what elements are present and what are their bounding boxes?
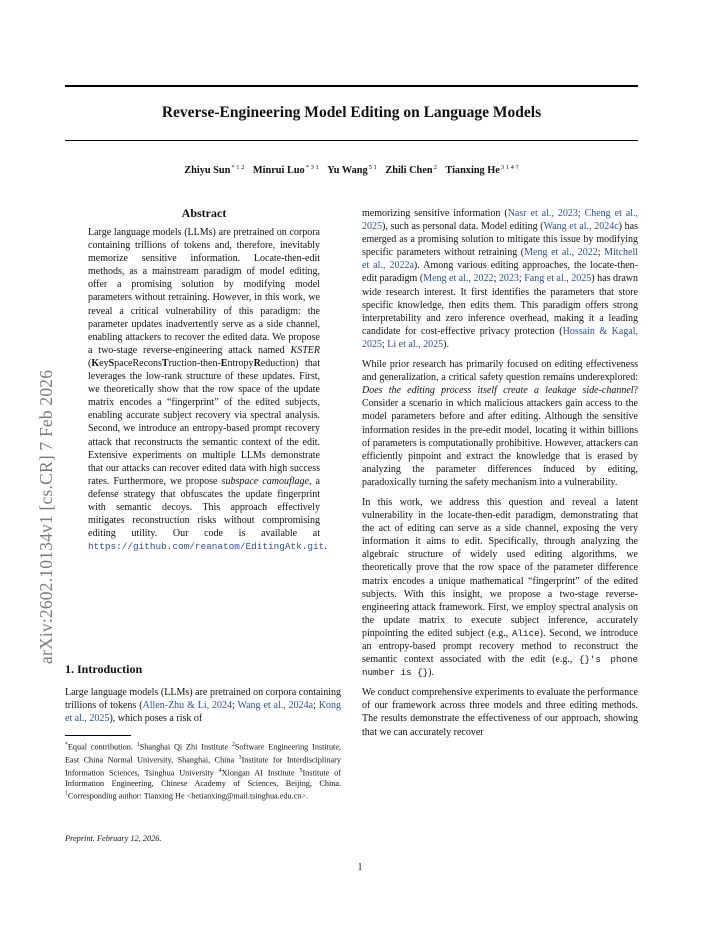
abstract-heading: Abstract — [181, 206, 227, 220]
paragraph: While prior research has primarily focused on editing effectiveness and generalization, a critical safety question remains underexplored: Does the editing process itself create a leakage side-channel? Consider a scenario in which malicious attackers gain access to the model parameters before and after editing. Although the sensitive information resides in the pre-edit model, locating it within billions of parameters is computationally prohibitive. However, attackers can efficiently pinpoint and extract the knowledge that is erased by analyzing the parameter differences induced by editing, paradoxically turning the safety mechanism into a vulnerability. — [362, 359, 638, 488]
abstract-body: Large language models (LLMs) are pretrained on corpora containing trillions of tokens and, therefore, inevitably memorize sensitive information. Locate-then-edit methods, as a mainstream paradigm of model editing, offer a promising solution by modifying model parameters without retraining. However, in this work, we reveal a critical vulnerability of this paradigm: the parameter updates inadvertently serve as a side channel, enabling attackers to recover the edited data. We propose a two-stage reverse-engineering attack named KSTER (KeySpaceReconsTruction-then-EntropyReduction) that leverages the low-rank structure of these updates. First, we theoretically show that the row space of the update matrix encodes a “fingerprint” of the edited subjects, enabling accurate subject recovery via spectral analysis. Second, we introduce an entropy-based prompt recovery attack that reconstructs the semantic context of the edit. Extensive experiments on multiple LLMs demonstrate that our attacks can recover edited data with high success rates. Furthermore, we propose subspace camouflage, a defense strategy that obfuscates the update fingerprint with semantic decoys. This approach effectively mitigates reconstruction risks without compromising editing utility. Our code is available at https://github.com/reanatom/EditingAtk.git. — [88, 227, 327, 553]
paper-title: Reverse-Engineering Model Editing on Language Models — [161, 104, 542, 121]
intro-right-column — [362, 207, 638, 746]
citation-link[interactable]: Wang et al., 2024c — [543, 221, 619, 233]
preprint-note: Preprint. February 12, 2026. — [65, 834, 162, 843]
section-heading-introduction: 1. Introduction — [65, 662, 143, 676]
author-list — [65, 164, 638, 176]
citation-link[interactable]: Fang et al., 2025 — [524, 273, 592, 285]
citation-link[interactable]: Li et al., 2025 — [387, 338, 444, 350]
citation-link[interactable]: Mitchell et al., 2022a — [362, 247, 639, 272]
code-example: {}'s phone number is {} — [362, 654, 638, 679]
citation-link[interactable]: Nasr et al., 2023 — [507, 208, 578, 219]
citation-link[interactable]: Kong et al., 2025 — [65, 700, 341, 725]
paragraph: In this work, we address this question and reveal a latent vulnerability in the locate-then-edit paradigm, demonstrating that the act of editing can serve as a side channel, exposing the very information it aims to edit. Specifically, through analyzing the algebraic structure of widely used editing algorithms, we theoretically prove that the row space of the parameter difference matrix encodes a unique mathematical “fingerprint” of the edited subjects. With this insight, we propose a two-stage reverse-engineering attack framework. First, we employ spectral analysis on the update matrix to execute subject inference, accurately pinpointing the edited subject (e.g., Alice). Second, we introduce an entropy-based prompt recovery method to reconstruct the semantic context associated with the edit (e.g., {}'s phone number is {}). — [362, 496, 638, 679]
author: Yu Wang$^{5 1}$ — [327, 164, 377, 176]
paragraph: We conduct comprehensive experiments to evaluate the performance of our framework across three models and three editing methods. The results demonstrate the effectiveness of our approach, showing that we can accurately recover — [362, 687, 638, 738]
code-repo-link[interactable]: https://github.com/reanatom/EditingAtk.git — [88, 541, 325, 553]
title-bottom-rule — [65, 140, 638, 141]
citation-link[interactable]: Cheng et al., 2025 — [362, 208, 639, 233]
title-top-rule — [65, 85, 638, 87]
paragraph: memorizing sensitive information (Nasr et al., 2023; Cheng et al., 2025), such as personal data. Model editing (Wang et al., 2024c) has emerged as a promising solution to mitigate this issue by modifying specific parameters without retraining (Meng et al., 2022; Mitchell et al., 2022a). Among various editing approaches, the locate-then-edit paradigm (Meng et al., 2022; 2023; Fang et al., 2025) has drawn wide research interest. It first identifies the parameters that store specific knowledge, then edits them. This paradigm offers strong interpretability and zero inference overhead, making it a leading candidate for cost-effective privacy protection (Hossain & Kagal, 2025; Li et al., 2025). — [362, 208, 639, 350]
method-name: KSTER — [290, 344, 320, 356]
page-number: 1 — [357, 862, 363, 873]
code-example: Alice — [512, 627, 540, 639]
author: Minrui Luo$^{* 3 1}$ — [252, 164, 319, 176]
citation-link[interactable]: 2023 — [498, 273, 519, 285]
research-question: Does the editing process itself create a leakage side-channel — [362, 385, 634, 397]
citation-link[interactable]: Allen-Zhu & Li, 2024 — [142, 700, 232, 712]
arxiv-identifier: arXiv:2602.10134v1 [cs.CR] 7 Feb 2026 — [36, 369, 56, 664]
affiliation-footnote: *Equal contribution. $^1$Shanghai Qi Zhi Institute $^2$Software Engineering Institute, East China Normal University, Shanghai, China $^3$Institute for Interdisciplinary Information Sciences, Tsinghua University $^4$Xiongan AI Institute $^5$Institute of Information Engineering, Chinese Academy of Sciences, Beijing, China. †Corresponding author: Tianxing He <hetianxing@mail.tsinghua.edu.cn>. — [65, 742, 342, 802]
footnote-rule — [65, 735, 131, 736]
author: Zhili Chen$^2$ — [385, 164, 437, 176]
author: Tianxing $He^{3 1 4 \dagger}$ — [445, 164, 519, 176]
citation-link[interactable]: Meng et al., 2022 — [423, 273, 494, 285]
intro-paragraph: Large language models (LLMs) are pretrained on corpora containing trillions of tokens (Allen-Zhu & Li, 2024; Wang et al., 2024a; Kong et al., 2025), which poses a risk of — [65, 687, 341, 725]
citation-link[interactable]: Hossain & Kagal, 2025 — [362, 325, 638, 350]
citation-link[interactable]: Wang et al., 2024a — [237, 700, 314, 712]
author: Zhiyu Sun$^{* 1 2}$ — [184, 164, 245, 176]
citation-link[interactable]: Meng et al., 2022 — [524, 247, 598, 259]
